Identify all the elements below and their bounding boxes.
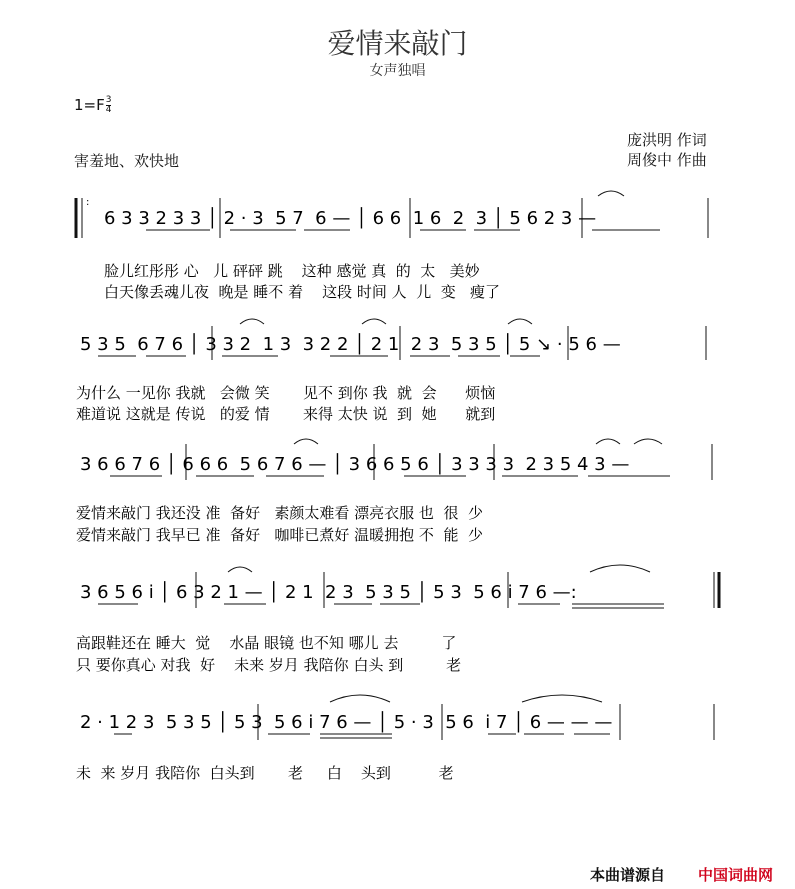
- slur: [294, 439, 318, 444]
- slur: [634, 439, 662, 444]
- score-row-3: [76, 439, 712, 544]
- lyrics-row-2-verse-2: 难道说 这就是 传说 的爱 情 来得 太快 说 到 她 就到: [76, 405, 496, 423]
- score-row-2: [76, 319, 706, 423]
- song-title: 爱情来敲门: [327, 27, 468, 60]
- lyrics-row-1-verse-1: 脸儿红彤彤 心 儿 砰砰 跳 这种 感觉 真 的 太 美妙: [104, 262, 480, 280]
- footer-site-link[interactable]: 中国词曲网: [698, 866, 774, 884]
- lyrics-row-3-verse-2: 爱情来敲门 我早已 准 备好 咖啡已煮好 温暖拥抱 不 能 少: [76, 526, 483, 544]
- slur: [522, 695, 602, 702]
- slur: [596, 439, 620, 444]
- slur: [590, 565, 650, 572]
- notes-row-4: 3 6 5 6 i │ 6 3 2 1 — │ 2 1 2 3 5 3 5 │ 5 3 5 6 i 7 6 —:: [80, 582, 577, 603]
- notes-row-2: 5 3 5 6 7 6 │ 3 3 2 1 3 3 2 2 │ 2 1 2 3 5 3 5 │ 5 ↘ · 5 6 —: [80, 334, 621, 355]
- slur: [362, 319, 386, 324]
- tempo-mark: 害羞地、欢快地: [74, 152, 180, 170]
- slur: [330, 695, 390, 702]
- slur: [228, 567, 252, 572]
- lyrics-row-4-verse-2: 只 要你真心 对我 好 未来 岁月 我陪你 白头 到 老: [76, 656, 462, 674]
- lyrics-row-4-verse-1: 高跟鞋还在 睡大 觉 水晶 眼镜 也不知 哪儿 去 了: [76, 634, 457, 652]
- score-row-4: [76, 565, 719, 674]
- score-row-1: [76, 191, 708, 301]
- composer: 周俊中 作曲: [627, 151, 707, 169]
- lyrics-row-1-verse-2: 白天像丢魂儿夜 晚是 睡不 着 这段 时间 人 儿 变 瘦了: [104, 283, 501, 301]
- notes-row-1: 6 3 3 2 3 3 │ 2 · 3 5 7 6 — │ 6 6 1 6 2 3 │ 5 6 2 3 —: [104, 208, 597, 229]
- lyrics-row-2-verse-1: 为什么 一见你 我就 会微 笑 见不 到你 我 就 会 烦恼: [76, 384, 496, 402]
- notes-row-3: 3 6 6 7 6 │ 6 6 6 5 6 7 6 — │ 3 6 6 5 6 │ 3 3 3 3 2 3 5 4 3 —: [80, 454, 630, 475]
- lyrics-row-5-verse-1: 未 来 岁月 我陪你 白头到 老 白 头到 老: [76, 764, 454, 782]
- lyrics-row-3-verse-1: 爱情来敲门 我还没 准 备好 素颜太难看 漂亮衣服 也 很 少: [76, 504, 483, 522]
- slur: [240, 319, 264, 324]
- lyricist: 庞洪明 作词: [627, 131, 707, 149]
- key-text: 1=F: [74, 96, 105, 114]
- score-row-5: [76, 695, 714, 782]
- footer-source-label: 本曲谱源自: [590, 866, 666, 884]
- notes-row-5: 2 · 1 2 3 5 3 5 │ 5 3 5 6 i 7 6 — │ 5 · 3 5 6 i 7 │ 6 — — —: [80, 712, 613, 733]
- slur: [598, 191, 624, 196]
- slur: [508, 319, 532, 324]
- time-top: 3: [105, 95, 112, 105]
- repeat-dot: :: [86, 197, 90, 208]
- time-bottom: 4: [105, 105, 112, 115]
- song-subtitle: 女声独唱: [369, 63, 426, 79]
